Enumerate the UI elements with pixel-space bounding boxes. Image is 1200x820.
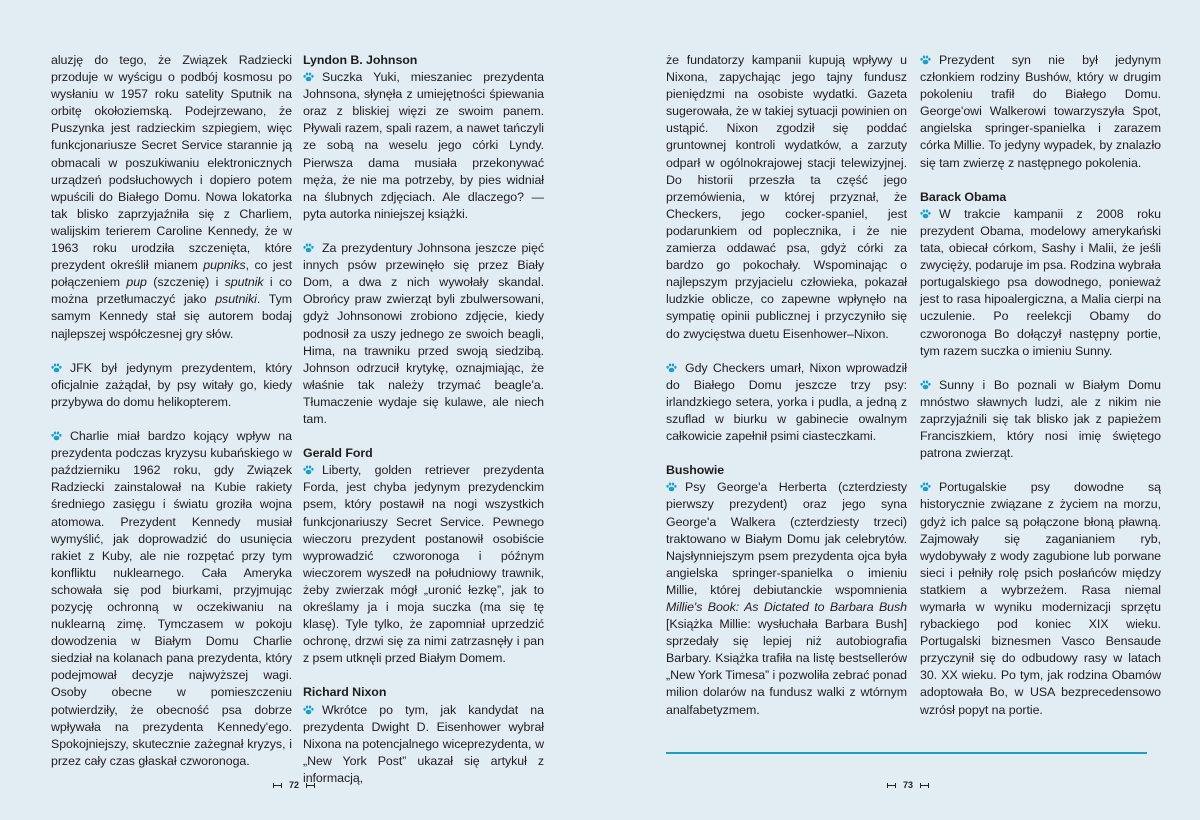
paw-print-icon xyxy=(666,482,677,492)
sputnik-paragraph: aluzję do tego, że Związek Radziecki przoduje w wyścigu o podbój kosmosu po wysłaniu w 1957 roku satelity Sputnik na orbitę okołoziemską. Podejrzewano, że Puszynka jest radzieckim szpiegiem, więc funkcjonariusze Secret Service starannie ją obmacali w poszukiwaniu elektronicznych urządzeń podsłuchowych i dopiero potem wpuścili do Białego Domu. Nowa lokatorka tak blisko zaprzyjaźniła się z Charliem, walijskim terierem Caroline Kennedy, że w 1963 roku urodziła szczenięta, które prezydent określił mianem pupniks, co jest połączeniem pup (szczenię) i sputnik i co można przetłumaczyć jako psutniki. Tym samym Kennedy stał się autorem bodaj najlepszej współczesnej gry słów. xyxy=(51,53,292,341)
folio-ornament-icon xyxy=(306,783,315,788)
ford-paragraph: Liberty, golden retriever prezydenta Forda, jest chyba jedynym prezydenckim psem, który postawił na nogi wszystkich funkcjonariuszy Secret Service. Pewnego wieczoru prezydent postanowił osobiście wyprowadzić czworonoga i późnym wieczorem wyszedł na południowy trawnik, żeby zwierzak mógł „uronić łezkę”, jak to określamy ja i moja suczka (ma się tę klasę). Tyle tylko, że zapomniał uprzedzić ochronę, drzwi się za nimi zatrzasnęły i pan z psem utknęli przed Białym Domem. xyxy=(303,463,544,666)
obama-paragraph-3: Portugalskie psy dowodne są historycznie związane z życiem na morzu, gdyż ich palce są połączone błoną pławną. Zajmowały się zaganianiem ryb, wydobywały z wody zagubione lub porwane sieci i pełniły rolę psich posłańców między statkiem a wybrzeżem. Rasa niemal wymarła w wyniku modernizacji sprzętu rybackiego pod koniec XIX wieku. Portugalski biznesmen Vasco Bensaude przyczynił się do odbudowy rasy w latach 30. XX wieku. Po tym, jak rodzina Obamów adoptowała Bo, w USA bezprecedensowo wzrósł popyt na portie. xyxy=(920,480,1161,717)
right-page-column-2 xyxy=(920,52,1161,736)
paw-print-icon xyxy=(303,243,314,253)
section-heading-nixon: Richard Nixon xyxy=(303,685,387,700)
paw-print-icon xyxy=(920,482,931,492)
folio-ornament-icon xyxy=(920,783,929,788)
page-number-left: 72 xyxy=(273,780,315,790)
paw-print-icon xyxy=(920,55,931,65)
paw-print-icon xyxy=(303,465,314,475)
jfk-helicopter-paragraph: JFK był jedynym prezydentem, który oficjalnie zażądał, by psy witały go, kiedy przybywa do domu helikopterem. xyxy=(51,360,292,409)
section-heading-ford: Gerald Ford xyxy=(303,446,373,461)
right-page-column-1 xyxy=(666,52,907,736)
folio-ornament-icon xyxy=(887,783,896,788)
left-page-column-1 xyxy=(51,52,292,787)
footer-divider-line xyxy=(666,752,1147,754)
paw-print-icon xyxy=(303,705,314,715)
johnson-paragraph-2: Za prezydentury Johnsona jeszcze pięć innych psów przewinęło się przez Biały Dom, a dwa z nich wywołały skandal. Obrońcy praw zwierząt byli zbulwersowani, gdyż Johnsonowi zrobiono zdjęcie, kiedy podnosił za uszy jednego ze swoich beagli, Hima, na trawniku przed swoją siedzibą. Johnson odrzucił krytykę, oznajmiając, że właśnie tak należy trzymać beagle'a. Tłumaczenie wydaje się kulawe, ale niech tam. xyxy=(303,241,544,426)
paw-print-icon xyxy=(920,380,931,390)
charlie-crisis-paragraph: Charlie miał bardzo kojący wpływ na prezydenta podczas kryzysu kubańskiego w październiku 1962 roku, gdy Związek Radziecki zainstalował na Kubie rakiety średniego zasięgu i światu groziła wojna atomowa. Prezydent Kennedy musiał wymyślić, jak doprowadzić do usunięcia rakiet z Kuby, ale nie rozpętać przy tym konfliktu nuklearnego. Cała Ameryka schowała się pod biurkami, przyjmując pozycję ochronną w oczekiwaniu na nuklearną zimę. Tymczasem w pokoju dowodzenia w Białym Domu Charlie siedział na kolanach pana prezydenta, który podejmował decyzje najwyższej wagi. Osoby obecne w pomieszczeniu potwierdziły, że obecność psa dobrze wpływała na prezydenta Kennedy'ego. Spokojniejszy, skutecznie zażegnał kryzys, i przez cały czas głaskał czworonoga. xyxy=(51,429,292,768)
section-heading-obama: Barack Obama xyxy=(920,189,1007,204)
nixon-paragraph-2: Gdy Checkers umarł, Nixon wprowadził do Białego Domu jeszcze trzy psy: irlandzkiego setera, yorka i pudla, a jedną z szuflad w biurku w gabinecie owalnym całkowicie zapełnił psimi ciasteczkami. xyxy=(666,360,907,444)
section-heading-bush: Bushowie xyxy=(666,463,725,478)
obama-paragraph-1: W trakcie kampanii z 2008 roku prezydent Obama, modelowy amerykański tata, obiecał córkom, Sashy i Malii, że jeśli zwycięży, podaruje im psa. Rodzina wybrała portugalskiego psa dowodnego, ponieważ jest to rasa hipoalergiczna, a Malia cierpi na uczulenie. Po reelekcji Obamy do czworonoga Bo dołączył następny portie, tym razem suczka o imieniu Sunny. xyxy=(920,206,1161,358)
nixon-paragraph-1: Wkrótce po tym, jak kandydat na prezydenta Dwight D. Eisenhower wybrał Nixona na potencjalnego wiceprezydenta, w „New York Post” ukazał się artykuł z informacją, xyxy=(303,702,544,785)
paw-print-icon xyxy=(666,363,677,373)
bush-paragraph-1: Psy George'a Herberta (czterdziesty pierwszy prezydent) oraz jego syna George'a Walkera (czterdziesty trzeci) traktowano w Białym Domu jak celebrytów. Najsłynniejszym psem prezydenta ojca była angielska springer-spanielka o imieniu Millie, której debiutanckie wspomnienia Millie's Book: As Dictated to Barbara Bush [Książka Millie: wysłuchała Barbara Bush] sprzedały się lepiej niż autobiografia Barbary. Książka trafiła na listę bestsellerów „New York Timesa” i pozwoliła zebrać ponad milion dolarów na fundusz walki z wtórnym analfabetyzmem. xyxy=(666,480,908,717)
page-number-right: 73 xyxy=(887,780,929,790)
paw-print-icon xyxy=(51,363,62,373)
section-heading-johnson: Lyndon B. Johnson xyxy=(303,53,418,67)
nixon-paragraph-continued: że fundatorzy kampanii kupują wpływy u Nixona, zapychając jego tajny fundusz pieniędzmi na osobiste wydatki. Gazeta sugerowała, że w takiej sytuacji powinien on ustąpić. Nixon zgodził się poddać gruntownej kontroli wydatków, a zarzuty odparł w ogólnokrajowej stacji telewizyjnej. Do historii przeszła ta część jego przemówienia, w której przyznał, że Checkers, jego cocker-spaniel, jest podarunkiem od poplecznika, i że nie zamierza oddawać psa, gdyż córki za bardzo go pokochały. Wspominając o najlepszym przyjacielu człowieka, pokazał ludzkie oblicze, co zapewne wpłynęło na sympatię opinii publicznej i przyczyniło się do zwycięstwa duetu Eisenhower–Nixon. xyxy=(666,53,907,341)
johnson-paragraph-1: Suczka Yuki, mieszaniec prezydenta Johnsona, słynęła z umiejętności śpiewania oraz z bliskiej więzi ze swoim panem. Pływali razem, spali razem, a nawet tańczyli ze sobą na weselu jego córki Lyndy. Pierwsza dama musiała przekonywać męża, że nie ma potrzeby, by pies widniał na ślubnych zdjęciach. Ale dlaczego? — pyta autorka niniejszej książki. xyxy=(303,70,544,221)
paw-print-icon xyxy=(303,72,314,82)
paw-print-icon xyxy=(920,209,931,219)
bush-paragraph-2: Prezydent syn nie był jedynym członkiem rodziny Bushów, który w drugim pokoleniu trafił do Białego Domu. George'owi Walkerowi towarzyszyła Spot, angielska springer-spanielka i zarazem córka Millie. To jedyny wypadek, by znalazło się tam zwierzę z następnego pokolenia. xyxy=(920,53,1161,170)
paw-print-icon xyxy=(51,431,62,441)
obama-paragraph-2: Sunny i Bo poznali w Białym Domu mnóstwo sławnych ludzi, ale z nikim nie zaprzyjaźnili się tak blisko jak z papieżem Franciszkiem, który nosi imię świętego patrona zwierząt. xyxy=(920,377,1161,461)
left-page-column-2 xyxy=(303,52,544,804)
folio-ornament-icon xyxy=(273,783,282,788)
